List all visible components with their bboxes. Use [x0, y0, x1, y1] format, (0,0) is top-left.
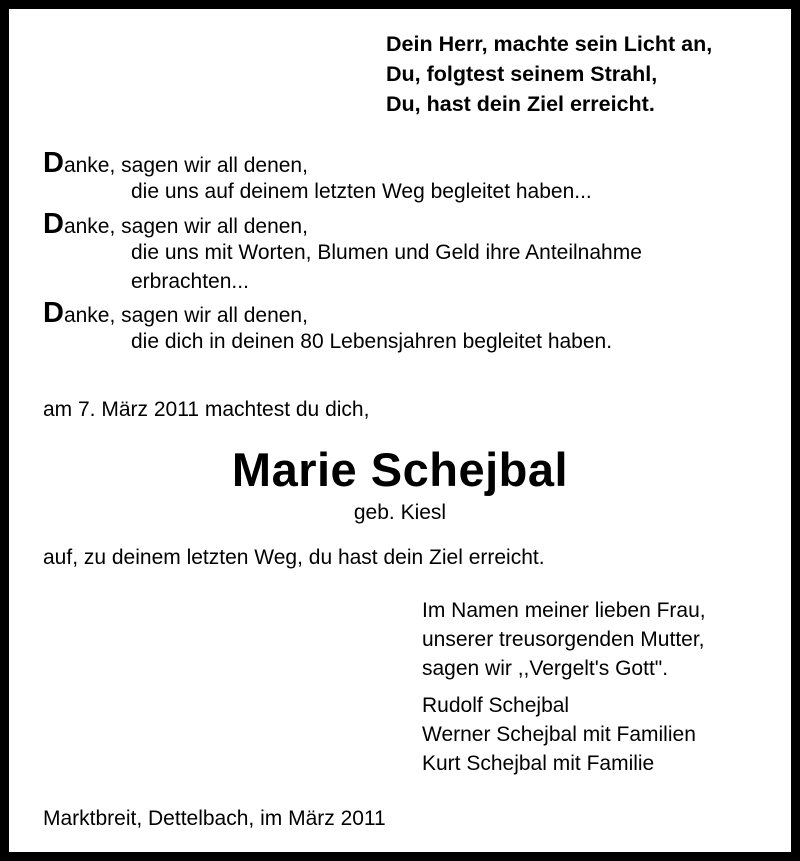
- thanks-line: die uns auf deinem letzten Weg begleitet haben...: [131, 180, 592, 203]
- thanks-heading-2: [43, 210, 308, 241]
- gratitude-line-1: Im Namen meiner lieben Frau,: [422, 599, 706, 622]
- drop-initial: D: [43, 208, 64, 240]
- verse-line-3: Du, hast dein Ziel erreicht.: [386, 92, 655, 116]
- signatory: Werner Schejbal mit Familien: [422, 723, 696, 746]
- thanks-heading-1: [43, 149, 308, 180]
- thanks-heading-3: [43, 299, 308, 330]
- deceased-name: Marie Schejbal: [231, 443, 569, 496]
- signatory: Kurt Schejbal mit Familie: [422, 752, 655, 775]
- maiden-name: geb. Kiesl: [353, 501, 447, 524]
- thanks-line: erbrachten...: [131, 270, 249, 293]
- signatory: Rudolf Schejbal: [422, 694, 570, 717]
- drop-initial: D: [43, 147, 64, 179]
- thanks-text: anke, sagen wir all denen,: [63, 215, 308, 238]
- date-line: am 7. März 2011 machtest du dich,: [43, 398, 370, 421]
- thanks-line: die uns mit Worten, Blumen und Geld ihre Anteilnahme: [131, 241, 642, 264]
- closing-line: auf, zu deinem letzten Weg, du hast dein Ziel erreicht.: [43, 546, 545, 569]
- place-date: Marktbreit, Dettelbach, im März 2011: [43, 807, 386, 830]
- thanks-line: die dich in deinen 80 Lebensjahren begleitet haben.: [131, 330, 613, 353]
- gratitude-line-3: sagen wir ,,Vergelt's Gott".: [422, 657, 669, 680]
- thanks-text: anke, sagen wir all denen,: [63, 304, 308, 327]
- gratitude-line-2: unserer treusorgenden Mutter,: [422, 628, 705, 651]
- verse-line-2: Du, folgtest seinem Strahl,: [386, 62, 658, 86]
- thanks-text: anke, sagen wir all denen,: [63, 154, 308, 177]
- verse-line-1: Dein Herr, machte sein Licht an,: [386, 32, 713, 56]
- drop-initial: D: [43, 297, 64, 329]
